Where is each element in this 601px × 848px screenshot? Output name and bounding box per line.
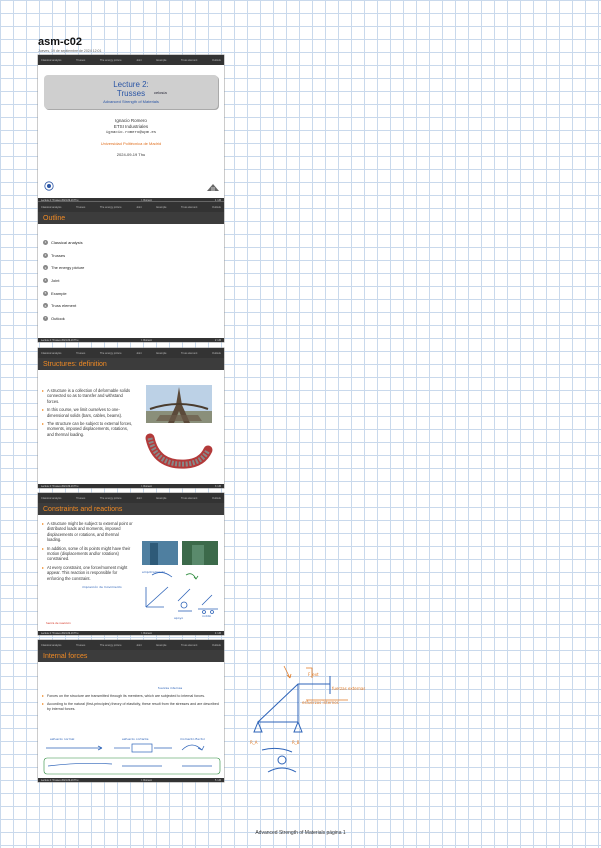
side-note: fuerzas externas bbox=[332, 686, 366, 691]
slide-footer bbox=[38, 778, 224, 782]
outline-label: Trusses bbox=[51, 252, 66, 258]
bullet-icon: ▸ bbox=[42, 700, 45, 706]
outline-label: The energy picture bbox=[51, 265, 85, 271]
slide-internal-forces bbox=[38, 640, 224, 782]
side-note: R_B bbox=[292, 740, 300, 745]
nav-item: Truss element bbox=[181, 205, 198, 209]
side-note: F_ext bbox=[308, 672, 319, 677]
title-box bbox=[44, 75, 218, 109]
footer-author: I. Romero bbox=[141, 631, 152, 635]
outline-item bbox=[43, 261, 224, 274]
outline-list bbox=[38, 224, 224, 325]
slide-title-bar bbox=[38, 358, 224, 370]
annotation-text: rodillo bbox=[202, 614, 212, 618]
bullet-text: According to the natural (first-principles) theory of elasticity, these result from the stresses and are described by internal forces. bbox=[47, 701, 219, 711]
bullet-icon: ▸ bbox=[42, 521, 45, 526]
slide-structures bbox=[38, 348, 224, 488]
nav-item: Trusses bbox=[76, 58, 86, 62]
nav-item: Example bbox=[156, 643, 167, 647]
nav-item: The energy picture bbox=[99, 351, 122, 355]
slide-title bbox=[38, 55, 224, 202]
stent-image bbox=[146, 430, 212, 472]
nav-item: Outlook bbox=[212, 643, 221, 647]
outline-item bbox=[43, 249, 224, 262]
slide-footer bbox=[38, 484, 224, 488]
course-subtitle: Advanced Strength of Materials bbox=[103, 99, 159, 104]
author-block bbox=[38, 118, 224, 136]
footer-page: 4 / 26 bbox=[215, 631, 221, 635]
footer-author: I. Romero bbox=[141, 198, 152, 202]
nav-item: Joint bbox=[136, 58, 142, 62]
eiffel-tower-image bbox=[146, 385, 212, 423]
annotation-text: esfuerzo normal bbox=[50, 737, 75, 741]
annotation-text: empotramiento bbox=[142, 570, 166, 574]
nav-item: Joint bbox=[136, 351, 142, 355]
bullet-item bbox=[42, 702, 220, 712]
nav-item: Classical analysis bbox=[41, 58, 62, 62]
slide-navbar bbox=[38, 55, 224, 65]
bullet-text: At every constraint, one force/moment might appear. This reaction is responsible for enforcing the constraint. bbox=[47, 564, 128, 581]
bullet-icon: ▸ bbox=[42, 693, 45, 698]
slide-constraints bbox=[38, 493, 224, 635]
bullet-icon: ▸ bbox=[42, 407, 45, 413]
nav-item: Truss element bbox=[181, 643, 198, 647]
bullet-icon: 3 bbox=[44, 265, 47, 270]
bullet-icon: 4 bbox=[44, 278, 47, 283]
nav-item: Outlook bbox=[212, 58, 221, 62]
nav-item: Outlook bbox=[212, 351, 221, 355]
nav-item: Trusses bbox=[76, 205, 86, 209]
support-sketches bbox=[138, 567, 222, 619]
bullet-icon: ▸ bbox=[42, 545, 45, 551]
nav-item: Example bbox=[156, 351, 167, 355]
nav-item: Outlook bbox=[212, 205, 221, 209]
bullet-icon: ▸ bbox=[42, 564, 45, 570]
bullet-text: In this course, we limit ourselves to one-dimensional solids (bars, cables, beams). bbox=[47, 407, 123, 418]
internal-forces-sketch bbox=[42, 728, 222, 776]
outline-label: Joint bbox=[51, 277, 60, 283]
nav-item: Truss element bbox=[181, 58, 198, 62]
nav-item: Classical analysis bbox=[41, 351, 62, 355]
annotation-text: momento flector bbox=[180, 737, 206, 741]
nav-item: Example bbox=[156, 496, 167, 500]
slide-title-bar bbox=[38, 650, 224, 662]
nav-item: Joint bbox=[136, 643, 142, 647]
bullet-icon: ▸ bbox=[42, 421, 45, 427]
nav-item: The energy picture bbox=[99, 643, 122, 647]
outline-item bbox=[43, 236, 224, 249]
nav-item: Example bbox=[156, 205, 167, 209]
nav-item: Classical analysis bbox=[41, 205, 62, 209]
university-name: Universidad Politécnica de Madrid bbox=[100, 141, 162, 146]
footer-page: 1 / 26 bbox=[215, 198, 221, 202]
school-logo-icon bbox=[206, 182, 220, 192]
bullet-item bbox=[42, 407, 134, 418]
bullet-icon: ▸ bbox=[42, 388, 45, 393]
footer-left: Lecture 2: Trusses 2024-09-19 Thu bbox=[41, 198, 79, 202]
footer-author: I. Romero bbox=[141, 778, 152, 782]
page-footer: Advanced Strength of Materials página 1 bbox=[255, 830, 346, 836]
slide-navbar bbox=[38, 202, 224, 212]
bullet-item bbox=[42, 421, 134, 437]
bullet-item bbox=[42, 388, 134, 404]
author-name: Ignacio Romero bbox=[115, 118, 147, 123]
handwritten-annotation: fuerzas internas bbox=[158, 686, 183, 690]
footer-page: 5 / 26 bbox=[215, 778, 221, 782]
lecture-number: Lecture 2: bbox=[113, 80, 149, 89]
bullet-item bbox=[42, 694, 220, 699]
slide-navbar bbox=[38, 493, 224, 503]
bullet-text: In addition, some of its points might have their motion (displacements and/or rotations) constrained. bbox=[47, 545, 131, 562]
nav-item: Truss element bbox=[181, 351, 198, 355]
slide-footer bbox=[38, 338, 224, 342]
nav-item: Joint bbox=[136, 496, 142, 500]
nav-item: Classical analysis bbox=[41, 496, 62, 500]
side-note: R_A bbox=[250, 740, 258, 745]
nav-item: Classical analysis bbox=[41, 643, 62, 647]
annotation-text: esfuerzo cortante bbox=[122, 737, 149, 741]
support-photos bbox=[142, 541, 218, 565]
truss-side-sketch bbox=[248, 660, 366, 780]
footer-page: 2 / 26 bbox=[215, 338, 221, 342]
bullet-item bbox=[42, 546, 134, 562]
footer-left: Lecture 2: Trusses 2024-09-19 Thu bbox=[41, 484, 79, 488]
handwritten-annotation: fuerza de reacción bbox=[46, 621, 71, 625]
outline-label: Classical analysis bbox=[51, 239, 83, 245]
nav-item: Example bbox=[156, 58, 167, 62]
document-meta: Jueves, 19 de septiembre de 2024 12:01 bbox=[38, 49, 102, 53]
outline-label: Example bbox=[51, 290, 67, 296]
slide-title-text: Internal forces bbox=[43, 652, 88, 660]
bullet-icon: 5 bbox=[44, 291, 47, 296]
slide-navbar bbox=[38, 640, 224, 650]
side-note: esfuerzos internos bbox=[302, 700, 339, 705]
lecture-date: 2024-09-19 Thu bbox=[116, 152, 146, 157]
nav-item: The energy picture bbox=[99, 58, 122, 62]
outline-label: Truss element bbox=[51, 303, 77, 309]
nav-item: Trusses bbox=[76, 496, 86, 500]
bullet-icon: 6 bbox=[44, 303, 47, 308]
nav-item: The energy picture bbox=[99, 496, 122, 500]
nav-item: Trusses bbox=[76, 643, 86, 647]
bullet-text: A structure might be subject to external point or distributed loads and moments, imposed displacements or rotations, and thermal loading. bbox=[47, 521, 133, 543]
outline-label: Outlook bbox=[51, 315, 65, 321]
nav-item: The energy picture bbox=[99, 205, 122, 209]
footer-author: I. Romero bbox=[141, 484, 152, 488]
slide-title-text: Structures: definition bbox=[43, 360, 107, 368]
slide-title-text: Outline bbox=[43, 214, 66, 222]
bullet-list bbox=[42, 694, 220, 714]
nav-item: Trusses bbox=[76, 351, 86, 355]
outline-item bbox=[43, 312, 224, 325]
bullet-icon: 2 bbox=[44, 253, 47, 258]
author-email: ignacio.romero@upm.es bbox=[105, 131, 157, 135]
slide-outline bbox=[38, 202, 224, 342]
school-name: ETSI Industriales bbox=[113, 124, 149, 129]
bullet-item bbox=[42, 521, 134, 543]
outline-item bbox=[43, 274, 224, 287]
bullet-icon: 1 bbox=[44, 240, 47, 245]
footer-left: Lecture 2: Trusses 2024-09-19 Thu bbox=[41, 778, 79, 782]
nav-item: Outlook bbox=[212, 496, 221, 500]
nav-item: Joint bbox=[136, 205, 142, 209]
annotation-text: apoyo bbox=[174, 616, 184, 620]
outline-item bbox=[43, 287, 224, 300]
document-title: asm-c02 bbox=[38, 36, 83, 48]
handwritten-note: celosía bbox=[154, 90, 167, 95]
footer-page: 3 / 26 bbox=[215, 484, 221, 488]
bullet-text: The structure can be subject to external forces, moments, imposed displacements, rotations, and thermal loading. bbox=[47, 421, 133, 437]
nav-item: Truss element bbox=[181, 496, 198, 500]
handwritten-annotation: imposición de movimiento bbox=[82, 585, 122, 589]
footer-author: I. Romero bbox=[141, 338, 152, 342]
footer-left: Lecture 2: Trusses 2024-09-19 Thu bbox=[41, 338, 79, 342]
slide-title-bar bbox=[38, 212, 224, 224]
bullet-item bbox=[42, 565, 134, 581]
bullet-list bbox=[42, 521, 134, 584]
bullet-text: Forces on the structure are transmitted through its members, which are subjected to internal forces. bbox=[47, 694, 205, 698]
bullet-icon: 7 bbox=[44, 316, 47, 321]
slide-title-text: Constraints and reactions bbox=[43, 505, 123, 513]
slide-footer bbox=[38, 631, 224, 635]
slide-title-bar bbox=[38, 503, 224, 515]
outline-item bbox=[43, 299, 224, 312]
bullet-list bbox=[42, 388, 134, 440]
bullet-text: A structure is a collection of deformable solids connected so as to transfer and withstand forces. bbox=[47, 388, 131, 404]
lecture-title: Trusses bbox=[116, 89, 146, 98]
footer-left: Lecture 2: Trusses 2024-09-19 Thu bbox=[41, 631, 79, 635]
university-logo-icon bbox=[44, 181, 54, 191]
slide-navbar bbox=[38, 348, 224, 358]
